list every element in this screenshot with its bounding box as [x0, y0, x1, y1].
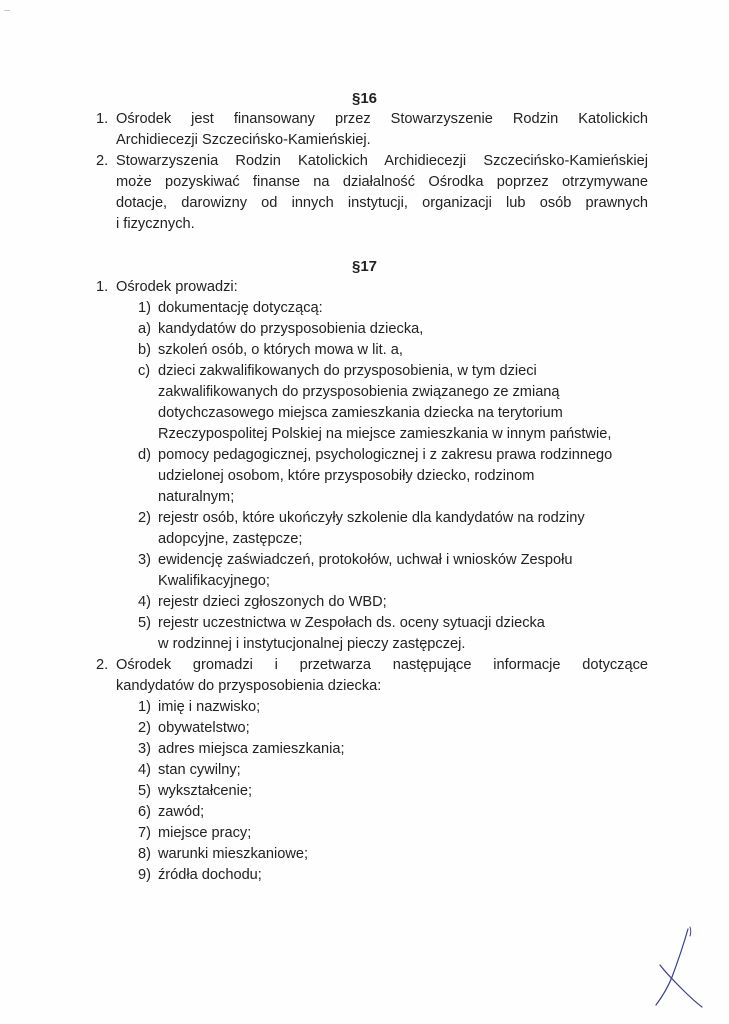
paragraph-line: Archidiecezji Szczecińsko-Kamieńskiej.: [116, 132, 371, 148]
list-item: imię i nazwisko;: [158, 699, 261, 715]
point-text: kandydatów do przysposobienia dziecka,: [158, 321, 424, 337]
point-text: w rodzinnej i instytucjonalnej pieczy zastępczej.: [158, 636, 466, 652]
item-number: 2.: [96, 153, 109, 169]
point-text: rejestr uczestnictwa w Zespołach ds. oceny sytuacji dziecka: [158, 615, 545, 631]
point-text: rejestr dzieci zgłoszonych do WBD;: [158, 594, 387, 610]
point-text: rejestr osób, które ukończyły szkolenie dla kandydatów na rodziny: [158, 510, 585, 526]
handwritten-initials: [650, 925, 705, 1010]
section-heading-17: §17: [351, 258, 378, 275]
list-number: 1): [138, 699, 151, 715]
list-number: 9): [138, 867, 151, 883]
point-text: naturalnym;: [158, 489, 235, 505]
point-text: dzieci zakwalifikowanych do przysposobienia, w tym dzieci: [158, 363, 537, 379]
list-item: miejsce pracy;: [158, 825, 252, 841]
point-text: udzielonej osobom, które przysposobiły dziecko, rodzinom: [158, 468, 535, 484]
scan-mark: [4, 10, 10, 11]
point-text: szkoleń osób, o których mowa w lit. a,: [158, 342, 403, 358]
point-text: dokumentację dotyczącą:: [158, 300, 323, 316]
list-item: zawód;: [158, 804, 205, 820]
point-text: adopcyjne, zastępcze;: [158, 531, 303, 547]
point-text: Kwalifikacyjnego;: [158, 573, 270, 589]
point-number: 2): [138, 510, 151, 526]
point-letter: b): [138, 342, 151, 358]
point-text: zakwalifikowanych do przysposobienia związanego ze zmianą: [158, 384, 560, 400]
point-text: Rzeczypospolitej Polskiej na miejsce zamieszkania w innym państwie,: [158, 426, 612, 442]
item-number: 2.: [96, 657, 109, 673]
point-letter: d): [138, 447, 151, 463]
list-number: 2): [138, 720, 151, 736]
list-item: warunki mieszkaniowe;: [158, 846, 309, 862]
paragraph-line: Ośrodek gromadzi i przetwarza następujące informacje dotyczące: [116, 657, 648, 673]
item-number: 1.: [96, 111, 109, 127]
list-item: źródła dochodu;: [158, 867, 262, 883]
paragraph-line: może pozyskiwać finanse na działalność Ośrodka poprzez otrzymywane: [116, 174, 648, 190]
list-number: 3): [138, 741, 151, 757]
list-item: adres miejsca zamieszkania;: [158, 741, 345, 757]
paragraph-line: kandydatów do przysposobienia dziecka:: [116, 678, 382, 694]
section-heading-16: §16: [351, 90, 378, 107]
point-number: 5): [138, 615, 151, 631]
list-number: 6): [138, 804, 151, 820]
point-letter: c): [138, 363, 151, 379]
list-number: 4): [138, 762, 151, 778]
point-text: ewidencję zaświadczeń, protokołów, uchwał i wniosków Zespołu: [158, 552, 573, 568]
list-number: 8): [138, 846, 151, 862]
point-letter: a): [138, 321, 151, 337]
paragraph-line: i fizycznych.: [116, 216, 195, 232]
item-number: 1.: [96, 279, 109, 295]
paragraph-line: Ośrodek prowadzi:: [116, 279, 238, 295]
point-text: dotychczasowego miejsca zamieszkania dziecka na terytorium: [158, 405, 563, 421]
point-number: 4): [138, 594, 151, 610]
list-number: 7): [138, 825, 151, 841]
point-number: 3): [138, 552, 151, 568]
list-item: wykształcenie;: [158, 783, 253, 799]
paragraph-line: Stowarzyszenia Rodzin Katolickich Archidiecezji Szczecińsko-Kamieńskiej: [116, 153, 648, 169]
list-item: stan cywilny;: [158, 762, 241, 778]
paragraph-line: Ośrodek jest finansowany przez Stowarzyszenie Rodzin Katolickich: [116, 111, 648, 127]
paragraph-line: dotacje, darowizny od innych instytucji, organizacji lub osób prawnych: [116, 195, 648, 211]
point-text: pomocy pedagogicznej, psychologicznej i z zakresu prawa rodzinnego: [158, 447, 613, 463]
point-number: 1): [138, 300, 151, 316]
list-number: 5): [138, 783, 151, 799]
list-item: obywatelstwo;: [158, 720, 250, 736]
